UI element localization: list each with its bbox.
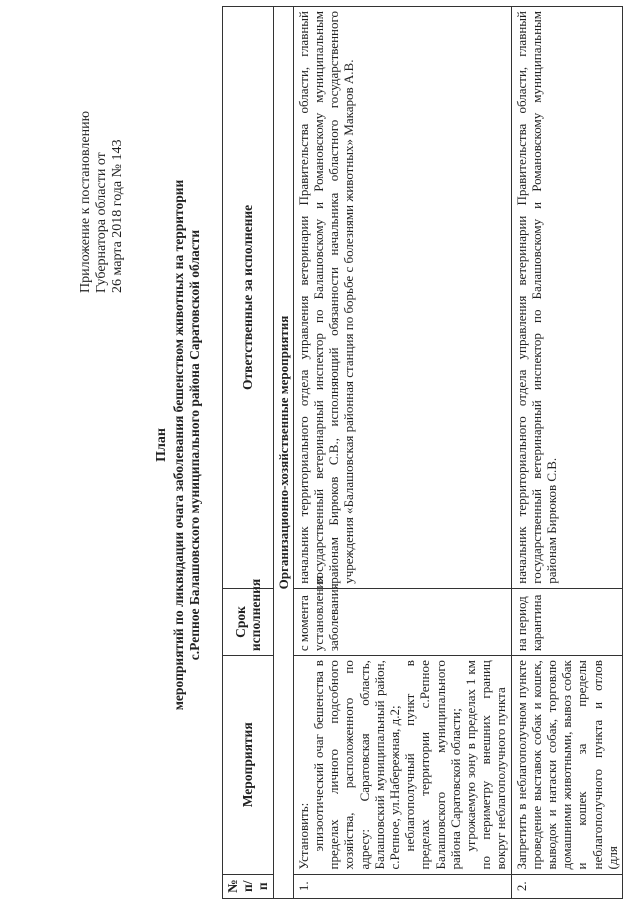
header-num: № п/п <box>223 874 274 898</box>
measure-intro: Установить: <box>295 802 311 870</box>
row-responsible: начальник территориального отдела управления ветеринарии Правительства области, главный государственный ветеринарный инспектор по Балашовскому и Романовскому муниципальным районам Бирюков С.В. <box>511 7 622 589</box>
title-line-2: с.Репное Балашовского муниципального района Саратовской области <box>187 229 202 661</box>
header-responsible: Ответственные за исполнение <box>223 7 274 589</box>
appendix-line-3: 26 марта 2018 года № 143 <box>110 139 125 293</box>
table-header-row <box>223 7 274 899</box>
header-term: Срок исполнения <box>223 588 274 655</box>
row-measure: Запретить в неблагополучном пункте проведение выставок собак и кошек, выводок и натаски собак, торговлю домашними животными, вывоз собак и кошек за пределы неблагополучного пункта и отлов (для <box>511 656 622 874</box>
title-line-1: мероприятий по ликвидации очага заболевания бешенством животных на территории <box>171 179 186 711</box>
row-number: 2. <box>511 874 622 898</box>
appendix-note <box>78 111 126 293</box>
header-measures: Мероприятия <box>223 656 274 874</box>
row-number: 1. <box>293 874 511 898</box>
measures-table <box>222 6 623 899</box>
measure-paragraph: эпизоотический очаг бешенства в пределах личного подсобного хозяйства, расположенного по адресу: Саратовская область, Балашовский муниципальный район, с.Репное, ул.Набережная, д.2; <box>311 660 403 870</box>
measure-paragraph: неблагополучный пункт в пределах территории с.Репное Балашовского муниципального района Саратовской области; <box>402 660 463 870</box>
row-term: с момента установления заболевания <box>293 588 511 655</box>
row-measure <box>293 656 511 874</box>
document-title <box>154 85 203 805</box>
title-main: План <box>154 428 169 462</box>
row-term: на период карантина <box>511 588 622 655</box>
section-row <box>273 7 293 899</box>
section-title: Организационно-хозяйственные мероприятия <box>273 7 293 899</box>
table-row <box>511 7 622 899</box>
appendix-line-1: Приложение к постановлению <box>78 110 93 293</box>
row-responsible: начальник территориального отдела управления ветеринарии Правительства области, главный государственный ветеринарный инспектор по Балашовскому и Романовскому муниципальным районам Бирюков С.В., исполняющий обязанности начальника областного государственного учреждения «Балашовская районная станция по борьбе с болезнями животных» Макаров А.В. <box>293 7 511 589</box>
table-row <box>293 7 511 899</box>
measure-paragraph: угрожаемую зону в пределах 1 км по периметру внешних границ вокруг неблагополучного пункта <box>463 660 509 870</box>
appendix-line-2: Губернатора области от <box>94 152 109 293</box>
